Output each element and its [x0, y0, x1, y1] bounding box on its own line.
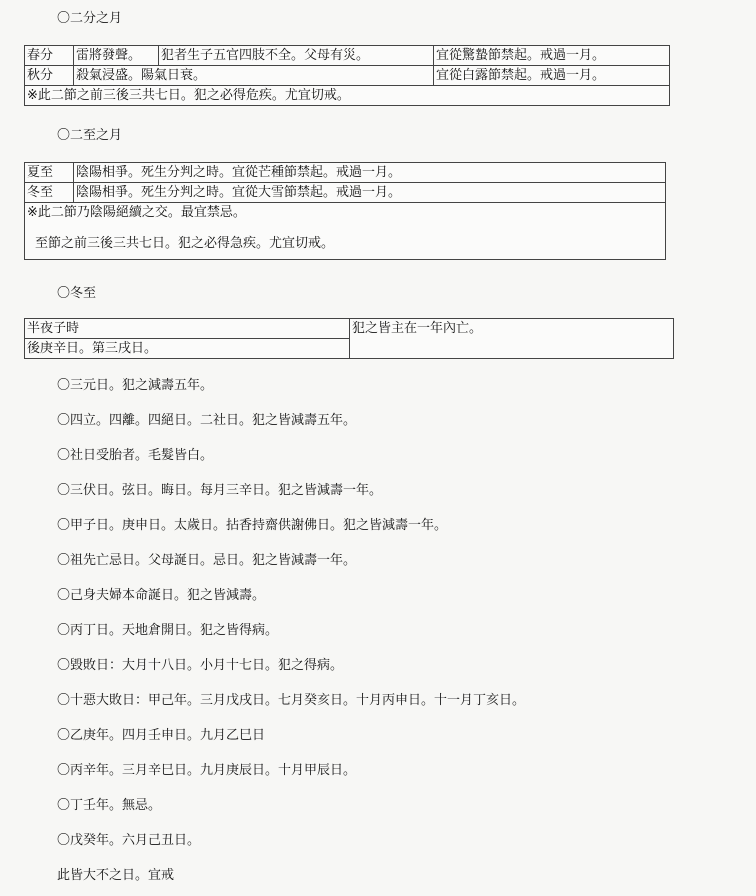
note-line-1: ※此二節乃陰陽絕續之交。最宜禁忌。	[27, 205, 246, 220]
table-row	[25, 46, 670, 66]
effect-cell: 犯者生子五官四肢不全。父母有災。	[159, 46, 434, 66]
list-item: 〇己身夫婦本命誕日。犯之皆減壽。	[57, 588, 266, 603]
text-cell: 陰陽相爭。死生分判之時。宜從大雪節禁起。戒過一月。	[74, 183, 666, 203]
table-row	[25, 163, 666, 183]
equinox-table	[24, 45, 670, 106]
list-item: 〇三元日。犯之減壽五年。	[57, 378, 214, 393]
days-cell: 後庚辛日。第三戌日。	[25, 339, 350, 359]
table-row	[25, 203, 666, 260]
note-cell: ※此二節之前三後三共七日。犯之必得危疾。尤宜切戒。	[25, 86, 670, 106]
list-item: 〇祖先亡忌日。父母誕日。忌日。犯之皆減壽一年。	[57, 553, 357, 568]
solstice-table	[24, 162, 666, 260]
section-heading-winter-solstice: 〇冬至	[57, 286, 97, 301]
list-item: 〇十惡大敗日：甲己年。三月戊戌日。七月癸亥日。十月丙申日。十一月丁亥日。	[57, 693, 526, 708]
section-heading-solstice: 〇二至之月	[57, 128, 123, 143]
time-cell: 半夜子時	[25, 319, 350, 339]
list-item: 〇戊癸年。六月己丑日。	[57, 833, 201, 848]
table-row	[25, 86, 670, 106]
table-row	[25, 66, 670, 86]
term-cell: 冬至	[25, 183, 74, 203]
list-item: 〇丁壬年。無忌。	[57, 798, 162, 813]
list-item: 〇社日受胎者。毛髮皆白。	[57, 448, 214, 463]
result-cell: 犯之皆主在一年內亡。	[350, 319, 674, 359]
list-item: 〇乙庚年。四月壬申日。九月乙巳日	[57, 728, 266, 743]
list-item: 〇毀敗日：大月十八日。小月十七日。犯之得病。	[57, 658, 344, 673]
advice-cell: 宜從驚蟄節禁起。戒過一月。	[434, 46, 670, 66]
section-heading-equinox: 〇二分之月	[57, 11, 123, 26]
term-cell: 夏至	[25, 163, 74, 183]
table-row	[25, 183, 666, 203]
advice-cell: 宜從白露節禁起。戒過一月。	[434, 66, 670, 86]
term-cell: 春分	[25, 46, 74, 66]
table-row	[25, 319, 674, 339]
list-item: 〇甲子日。庚申日。太歲日。拈香持齋供謝佛日。犯之皆減壽一年。	[57, 518, 448, 533]
list-item: 〇三伏日。弦日。晦日。每月三辛日。犯之皆減壽一年。	[57, 483, 383, 498]
footer-text: 此皆大不之日。宜戒	[57, 868, 175, 883]
term-cell: 秋分	[25, 66, 74, 86]
omen-cell: 雷將發聲。	[74, 46, 159, 66]
note-line-2: 至節之前三後三共七日。犯之必得急疾。尤宜切戒。	[35, 236, 335, 251]
omen-cell: 殺氣浸盛。陽氣日衰。	[74, 66, 434, 86]
text-cell: 陰陽相爭。死生分判之時。宜從芒種節禁起。戒過一月。	[74, 163, 666, 183]
list-item: 〇四立。四離。四絕日。二社日。犯之皆減壽五年。	[57, 413, 357, 428]
list-item: 〇丙辛年。三月辛巳日。九月庚辰日。十月甲辰日。	[57, 763, 357, 778]
list-item: 〇丙丁日。天地倉開日。犯之皆得病。	[57, 623, 279, 638]
note-cell	[25, 203, 666, 260]
winter-solstice-table	[24, 318, 674, 359]
